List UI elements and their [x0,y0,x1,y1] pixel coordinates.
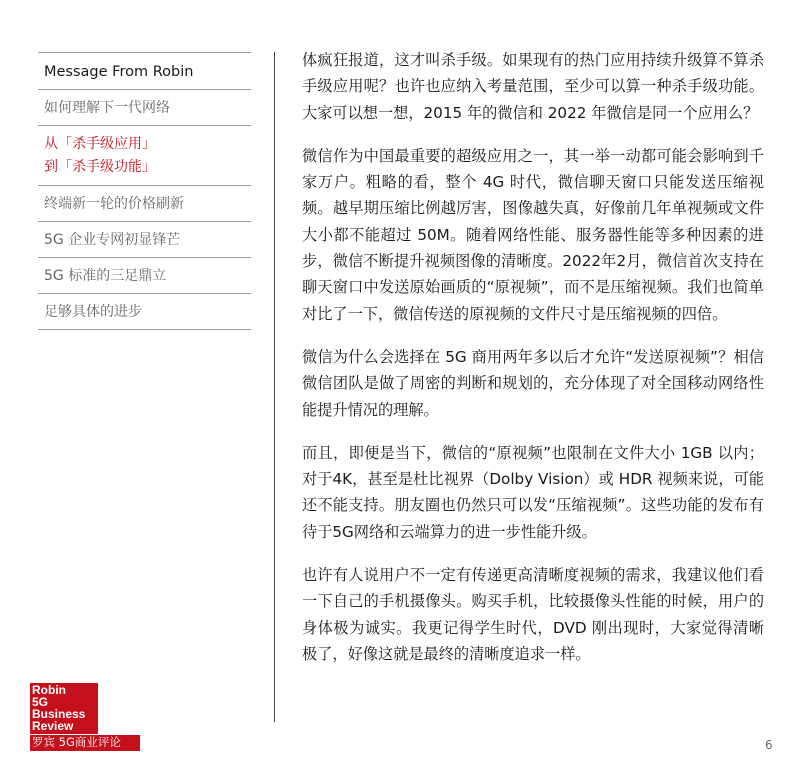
nav-item-5g-standards[interactable]: 5G 标准的三足鼎立 [38,258,251,294]
nav-item-terminal-price[interactable]: 终端新一轮的价格刷新 [38,186,251,222]
logo-chinese-name: 罗宾 5G商业评论 [30,735,140,751]
column-divider [274,52,275,722]
article-paragraph: 也许有人说用户不一定有传递更高清晰度视频的需求，我建议他们看一下自己的手机摄像头。购买手机，比较摄像头性能的时候，用户的身体极为诚实。我更记得学生时代，DVD 刚出现时，大家觉得清晰极了，好像这就是最终的清晰度追求一样。 [302,566,764,663]
nav-item-killer-function-line1: 从「杀手级应用」 [44,136,156,152]
article-body [302,47,764,684]
robin-5g-business-review-logo [30,683,140,751]
article-paragraph: 微信作为中国最重要的超级应用之一，其一举一动都可能会影响到千家万户。粗略的看，整个 4G 时代，微信聊天窗口只能发送压缩视频。越早期压缩比例越厉害，图像越失真，好像前几年单视频或文件大小都不能超过 50M。随着网络性能、服务器性能等多种因素的进步，微信不断提升视频图像的清晰度。2022年2月，微信首次支持在聊天窗口中发送原始画质的“原视频”，而不是压缩视频。我们也简单对比了一下，微信传送的原视频的文件尺寸是压缩视频的四倍。 [302,146,764,323]
nav-item-killer-function[interactable] [38,126,251,186]
nav-item-next-gen-network[interactable]: 如何理解下一代网络 [38,90,251,126]
article-paragraph: 微信为什么会选择在 5G 商用两年多以后才允许“发送原视频”？相信微信团队是做了周密的判断和规划的，充分体现了对全国移动网络性能提升情况的理解。 [302,347,764,419]
nav-item-message-from-robin[interactable]: Message From Robin [38,53,251,90]
nav-item-killer-function-line2: 到「杀手级功能」 [44,159,156,175]
logo-line: 5G [32,695,49,709]
logo-english-block [30,683,98,734]
nav-item-enterprise-network[interactable]: 5G 企业专网初显锋芒 [38,222,251,258]
sidebar-nav [38,52,251,330]
nav-item-concrete-progress[interactable]: 足够具体的进步 [38,294,251,330]
logo-line: Review [32,719,74,733]
logo-line: Business [32,707,86,721]
article-paragraph: 而且，即便是当下，微信的“原视频”也限制在文件大小 1GB 以内；对于4K，甚至是杜比视界（Dolby Vision）或 HDR 视频来说，可能还不能支持。朋友圈也仍然只可以发“压缩视频”。这些功能的发布有待于5G网络和云端算力的进一步性能升级。 [302,443,764,541]
page-number: 6 [765,738,773,752]
logo-line: Robin [32,683,66,697]
article-paragraph: 体疯狂报道，这才叫杀手级。如果现有的热门应用持续升级算不算杀手级应用呢？也许也应纳入考量范围，至少可以算一种杀手级功能。大家可以想一想，2015 年的微信和 2022 年微信是同一个应用么？ [302,51,764,122]
